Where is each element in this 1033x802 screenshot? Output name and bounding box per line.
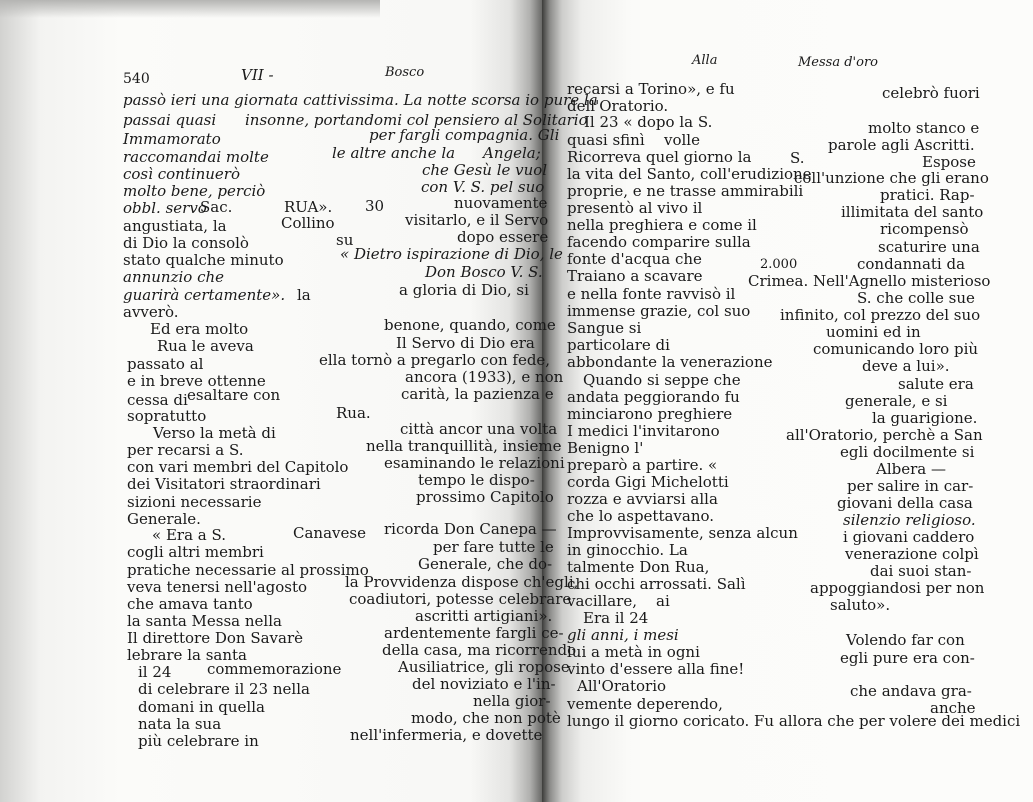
text-line: di Dio la consolò xyxy=(123,234,249,252)
text-line: molto bene, perciò xyxy=(123,182,266,200)
text-line: la guarigione. xyxy=(872,409,978,427)
text-line: facendo comparire sulla xyxy=(567,233,751,251)
text-line: domani in quella xyxy=(138,698,265,716)
text-line: che andava gra- xyxy=(850,682,972,700)
text-line: all'Oratorio, perchè a San xyxy=(786,426,983,444)
text-line: « Era a S. xyxy=(152,526,226,544)
text-line: il 24 xyxy=(138,663,172,681)
text-line: dai suoi stan- xyxy=(870,562,972,580)
text-line: Crimea. Nell'Agnello misterioso xyxy=(748,272,991,290)
text-line: pratici. Rap- xyxy=(880,186,975,204)
text-line: la xyxy=(297,286,311,304)
text-line: così continuerò xyxy=(123,165,241,183)
text-line: con vari membri del Capitolo xyxy=(127,458,349,476)
text-line: appoggiandosi per non xyxy=(810,579,985,597)
text-line: silenzio religioso. xyxy=(843,511,976,529)
text-line: nuovamente xyxy=(454,194,548,212)
text-line: passò ieri una giornata cattivissima. La notte scorsa io pure la xyxy=(123,91,598,109)
text-line: andata peggiorando fu xyxy=(567,388,740,406)
text-line: annunzio che xyxy=(123,268,225,286)
text-line: ancora (1933), e non xyxy=(405,368,564,386)
text-line: che amava tanto xyxy=(127,595,253,613)
text-line: volle xyxy=(664,131,700,149)
text-line: su xyxy=(336,231,354,249)
text-line: per salire in car- xyxy=(847,477,974,495)
text-line: ricompensò xyxy=(880,220,969,238)
text-line: Sangue si xyxy=(567,319,642,337)
text-line: coadiutori, potesse celebrare xyxy=(349,590,572,608)
text-line: Quando si seppe che xyxy=(583,371,741,389)
text-line: talmente Don Rua, xyxy=(567,558,710,576)
text-line: vemente deperendo, xyxy=(567,695,723,713)
text-line: Albera — xyxy=(876,460,946,478)
text-line: la santa Messa nella xyxy=(127,612,282,630)
running-head-title: Bosco xyxy=(385,65,425,80)
text-line: Sac. xyxy=(200,198,233,216)
text-line: nata la sua xyxy=(138,715,222,733)
text-line: molto stanco e xyxy=(868,119,980,137)
text-line: nella tranquillità, insieme xyxy=(366,437,562,455)
text-line: « Dietro ispirazione di Dio, le xyxy=(340,245,563,263)
text-line: egli docilmente si xyxy=(840,443,975,461)
text-line: sizioni necessarie xyxy=(127,493,262,511)
text-line: cogli altri membri xyxy=(127,543,264,561)
text-line: Improvvisamente, senza alcun xyxy=(567,524,798,542)
text-line: Verso la metà di xyxy=(153,424,276,442)
page-number: 540 xyxy=(123,71,150,87)
text-line: 2.000 xyxy=(760,257,798,272)
text-line: Volendo far con xyxy=(846,631,965,649)
text-line: comunicando loro più xyxy=(813,340,979,358)
text-line: della casa, ma ricorrendo xyxy=(382,641,577,659)
text-line: coll'unzione che gli erano xyxy=(794,169,989,187)
text-line: ricorda Don Canepa — xyxy=(384,520,557,538)
text-line: RUA». xyxy=(284,198,333,216)
text-line: egli pure era con- xyxy=(840,649,975,667)
text-line: Ausiliatrice, gli ropose xyxy=(398,658,570,676)
text-line: giovani della casa xyxy=(837,494,973,512)
text-line: per recarsi a S. xyxy=(127,441,244,459)
text-line: deve a lui». xyxy=(862,357,950,375)
text-line: a gloria di Dio, si xyxy=(399,281,529,299)
text-line: esaltare con xyxy=(187,386,281,404)
text-line: ardentemente fargli ce- xyxy=(384,624,564,642)
text-line: cessa di xyxy=(127,391,188,409)
text-line: Ed era molto xyxy=(150,320,249,338)
text-line: con V. S. pel suo xyxy=(421,178,545,196)
text-line: minciarono preghiere xyxy=(567,405,733,423)
text-line: la Provvidenza dispose ch'egli, xyxy=(345,573,579,591)
text-line: abbondante la venerazione xyxy=(567,353,773,371)
text-line: corda Gigi Michelotti xyxy=(567,473,729,491)
text-line: ascritti artigiani». xyxy=(415,607,553,625)
text-line: veva tenersi nell'agosto xyxy=(127,578,307,596)
text-line: Canavese xyxy=(293,524,366,542)
text-line: per fare tutte le xyxy=(433,538,554,556)
text-line: angustiata, la xyxy=(123,217,227,235)
text-line: Espose xyxy=(922,153,976,171)
text-line: obbl. servo xyxy=(123,199,207,217)
text-line: vacillare, xyxy=(567,592,637,610)
text-line: sopratutto xyxy=(127,407,207,425)
text-line: Traiano a scavare xyxy=(567,267,703,285)
text-line: in ginocchio. La xyxy=(567,541,688,559)
text-line: più celebrare in xyxy=(138,732,259,750)
text-line: quasi sfinì xyxy=(567,131,645,149)
text-line: Era il 24 xyxy=(583,609,649,627)
text-line: rozza e avviarsi alla xyxy=(567,490,718,508)
text-line: Generale. xyxy=(127,510,201,528)
text-line: raccomandai molte xyxy=(123,148,269,166)
text-line: lebrare la santa xyxy=(127,646,247,664)
text-line: anche xyxy=(930,699,976,717)
scan-shadow xyxy=(0,0,380,18)
text-line: lungo il giorno coricato. Fu allora che per volere dei medici xyxy=(567,712,1021,730)
text-line: gli anni, i mesi xyxy=(567,626,679,644)
text-line: chi occhi arrossati. Salì xyxy=(567,575,746,593)
text-line: Benigno l' xyxy=(567,439,644,457)
text-line: Il direttore Don Savarè xyxy=(127,629,304,647)
text-line: benone, quando, come xyxy=(384,316,556,334)
text-line: infinito, col prezzo del suo xyxy=(780,306,981,324)
text-line: Angela; xyxy=(483,144,541,162)
text-line: celebrò fuori xyxy=(882,84,980,102)
text-line: città ancor una volta xyxy=(400,420,558,438)
text-line: vinto d'essere alla fine! xyxy=(567,660,745,678)
text-line: illimitata del santo xyxy=(841,203,984,221)
running-head-chapter: VII - xyxy=(241,66,274,84)
text-line: pratiche necessarie al prossimo xyxy=(127,561,369,579)
text-line: che Gesù le vuol xyxy=(422,161,548,179)
text-line: ella tornò a pregarlo con fede, xyxy=(319,351,551,369)
text-line: insonne, portandomi col pensiero al Solitario xyxy=(245,111,588,129)
text-line: Ricorreva quel giorno la xyxy=(567,148,752,166)
text-line: i giovani caddero xyxy=(843,528,975,546)
text-line: stato qualche minuto xyxy=(123,251,284,269)
text-line: Rua le aveva xyxy=(157,337,254,355)
text-line: modo, che non potè xyxy=(411,709,561,727)
text-line: commemorazione xyxy=(207,660,342,678)
text-line: del noviziato e l'in- xyxy=(412,675,556,693)
text-line: venerazione colpì xyxy=(845,545,979,563)
text-line: dei Visitatori straordinari xyxy=(127,475,321,493)
text-line: proprie, e ne trasse ammirabili xyxy=(567,182,804,200)
text-line: uomini ed in xyxy=(826,323,921,341)
text-line: All'Oratorio xyxy=(577,677,667,695)
text-line: saluto». xyxy=(830,596,891,614)
text-line: Il Servo di Dio era xyxy=(396,334,535,352)
text-line: e in breve ottenne xyxy=(127,372,266,390)
text-line: che lo aspettavano. xyxy=(567,507,715,525)
text-line: carità, la pazienza e xyxy=(401,385,554,403)
text-line: Generale, che do- xyxy=(418,555,553,573)
text-line: S. che colle sue xyxy=(857,289,975,307)
text-line: ai xyxy=(656,592,670,610)
text-line: fonte d'acqua che xyxy=(567,250,702,268)
text-line: immense grazie, col suo xyxy=(567,302,751,320)
text-line: la vita del Santo, coll'erudizione xyxy=(567,165,812,183)
text-line: recarsi a Torino», e fu xyxy=(567,80,735,98)
text-line: per fargli compagnia. Gli xyxy=(369,126,560,144)
running-head-left: Alla xyxy=(692,53,718,68)
text-line: scaturire una xyxy=(878,238,980,256)
text-line: Rua. xyxy=(336,404,371,422)
text-line: I medici l'invitarono xyxy=(567,422,720,440)
text-line: dell'Oratorio. xyxy=(567,97,669,115)
text-line: 30 xyxy=(365,197,385,215)
text-line: tempo le dispo- xyxy=(418,471,535,489)
text-line: di celebrare il 23 nella xyxy=(138,680,310,698)
text-line: passato al xyxy=(127,355,204,373)
text-line: condannati da xyxy=(857,255,966,273)
text-line: avverò. xyxy=(123,303,179,321)
text-line: esaminando le relazioni xyxy=(384,454,565,472)
text-line: particolare di xyxy=(567,336,670,354)
text-line: salute era xyxy=(898,375,974,393)
text-line: S. xyxy=(790,149,805,167)
text-line: nella preghiera e come il xyxy=(567,216,757,234)
text-line: Immamorato xyxy=(123,130,221,148)
running-head-right: Messa d'oro xyxy=(798,55,878,70)
text-line: nella gior- xyxy=(473,692,551,710)
text-line: presentò al vivo il xyxy=(567,199,703,217)
text-line: parole agli Ascritti. xyxy=(828,136,975,154)
text-line: Don Bosco V. S. xyxy=(425,263,543,281)
text-line: Collino xyxy=(281,214,335,232)
text-line: le altre anche la xyxy=(332,144,456,162)
text-line: passai quasi xyxy=(123,111,217,129)
text-line: guarirà certamente». xyxy=(123,286,286,304)
text-line: prossimo Capitolo xyxy=(416,488,554,506)
text-line: lui a metà in ogni xyxy=(567,643,700,661)
text-line: generale, e si xyxy=(845,392,948,410)
text-line: nell'infermeria, e dovette xyxy=(350,726,543,744)
text-line: visitarlo, e il Servo xyxy=(405,211,549,229)
text-line: e nella fonte ravvisò il xyxy=(567,285,736,303)
text-line: Il 23 « dopo la S. xyxy=(584,113,713,131)
text-line: dopo essere xyxy=(457,228,549,246)
text-line: preparò a partire. « xyxy=(567,456,718,474)
